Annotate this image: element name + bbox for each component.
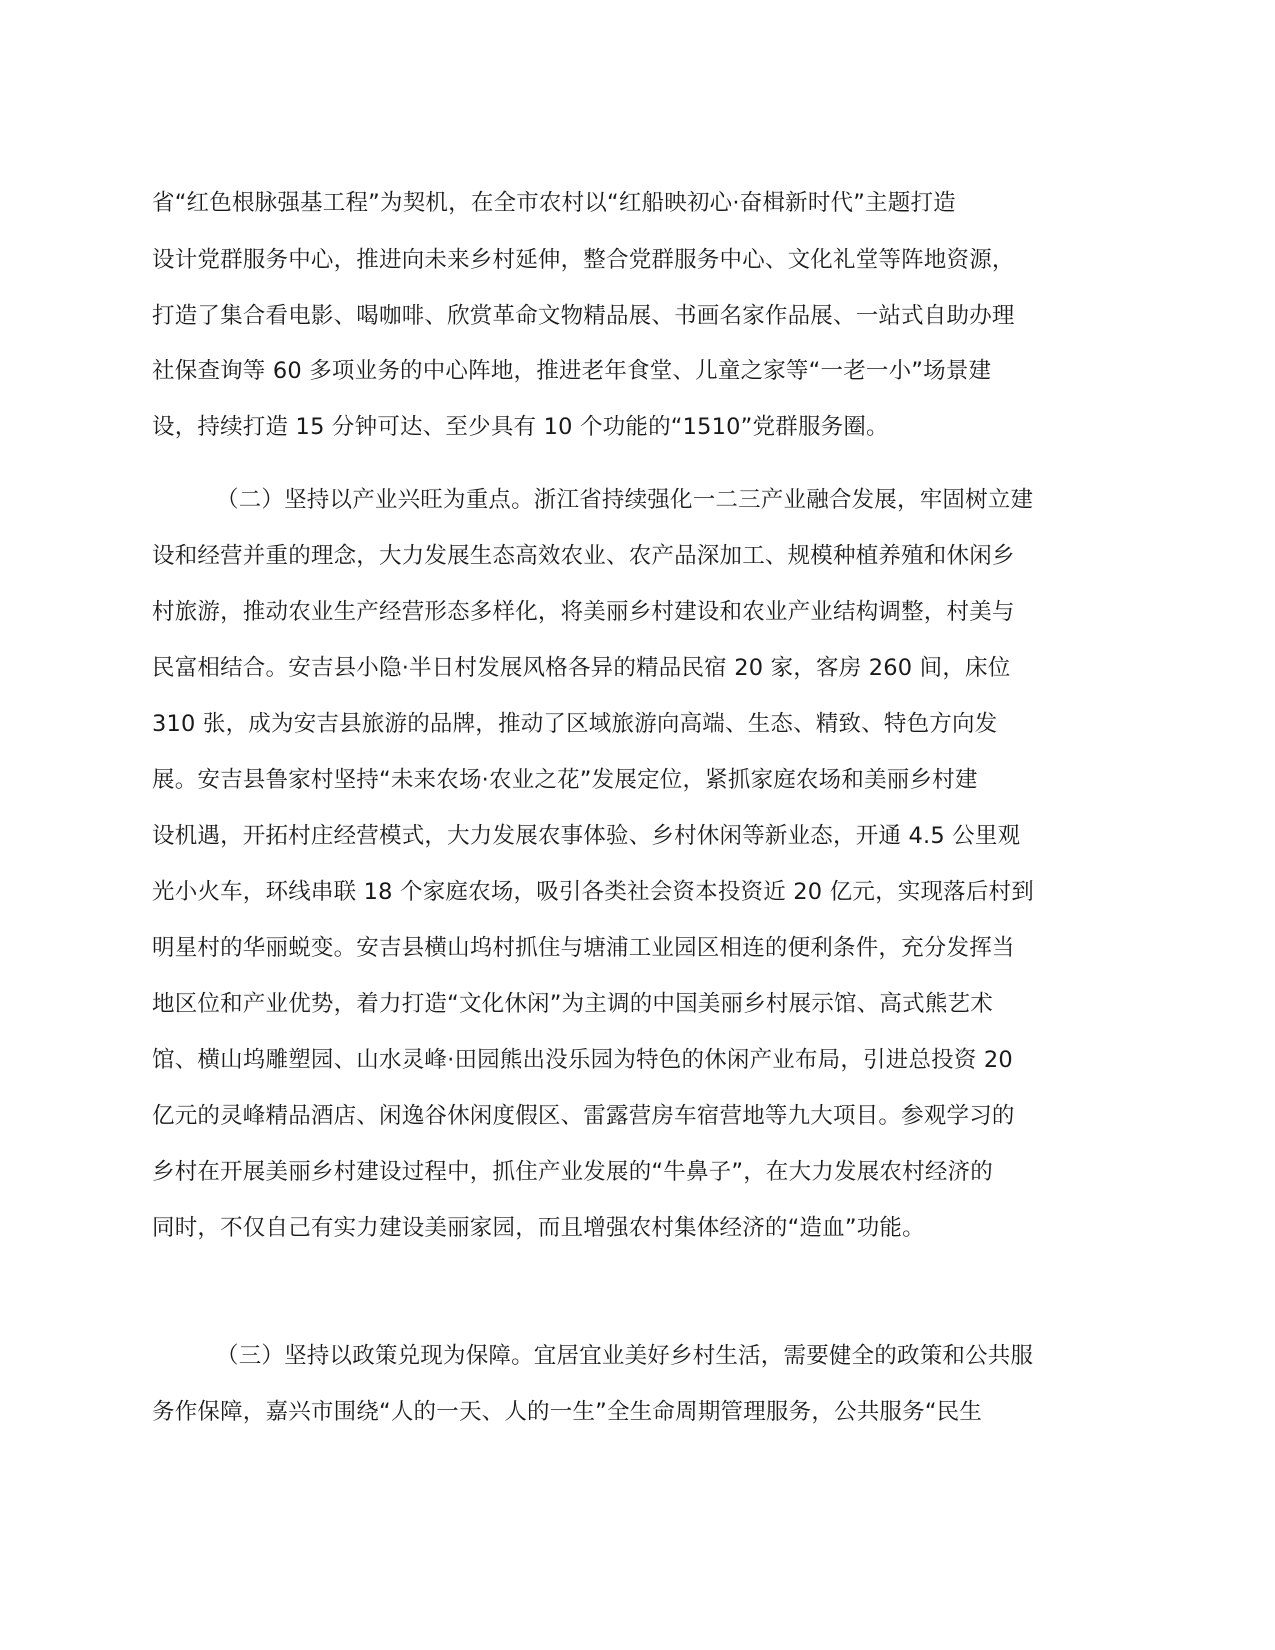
text-line: 设，持续打造 15 分钟可达、至少具有 10 个功能的“1510”党群服务圈。 (152, 414, 889, 440)
text-line: 同时，不仅自己有实力建设美丽家园，而且增强农村集体经济的“造血”功能。 (152, 1215, 925, 1241)
text-line: 馆、横山坞雕塑园、山水灵峰·田园熊出没乐园为特色的休闲产业布局，引进总投资 20 (152, 1047, 1013, 1073)
text-line: 展。安吉县鲁家村坚持“未来农场·农业之花”发展定位，紧抓家庭农场和美丽乡村建 (152, 767, 978, 793)
text-line: 村旅游，推动农业生产经营形态多样化，将美丽乡村建设和农业产业结构调整，村美与 (152, 599, 1015, 625)
text-line: 光小火车，环线串联 18 个家庭农场，吸引各类社会资本投资近 20 亿元，实现落后村到 (152, 879, 1034, 905)
text-line: 设和经营并重的理念，大力发展生态高效农业、农产品深加工、规模种植养殖和休闲乡 (152, 543, 1015, 569)
text-line: 社保查询等 60 多项业务的中心阵地，推进老年食堂、儿童之家等“一老一小”场景建 (152, 358, 992, 384)
text-line: 省“红色根脉强基工程”为契机，在全市农村以“红船映初心·奋楫新时代”主题打造 (152, 190, 956, 216)
text-line: 310 张，成为安吉县旅游的品牌，推动了区域旅游向高端、生态、精致、特色方向发 (152, 711, 998, 737)
text-line: 务作保障，嘉兴市围绕“人的一天、人的一生”全生命周期管理服务，公共服务“民生 (152, 1399, 983, 1425)
text-line: 明星村的华丽蜕变。安吉县横山坞村抓住与塘浦工业园区相连的便利条件，充分发挥当 (152, 935, 1015, 961)
text-line: （二）坚持以产业兴旺为重点。浙江省持续强化一二三产业融合发展，牢固树立建 (216, 487, 1034, 513)
text-line: 乡村在开展美丽乡村建设过程中，抓住产业发展的“牛鼻子”，在大力发展农村经济的 (152, 1159, 993, 1185)
text-line: （三）坚持以政策兑现为保障。宜居宜业美好乡村生活，需要健全的政策和公共服 (216, 1343, 1034, 1369)
text-line: 地区位和产业优势，着力打造“文化休闲”为主调的中国美丽乡村展示馆、高式熊艺术 (152, 991, 993, 1017)
text-line: 民富相结合。安吉县小隐·半日村发展风格各异的精品民宿 20 家，客房 260 间，床位 (152, 655, 1011, 681)
text-line: 设计党群服务中心，推进向未来乡村延伸，整合党群服务中心、文化礼堂等阵地资源， (152, 247, 1015, 273)
text-line: 打造了集合看电影、喝咖啡、欣赏革命文物精品展、书画名家作品展、一站式自助办理 (152, 303, 1015, 329)
text-line: 亿元的灵峰精品酒店、闲逸谷休闲度假区、雷露营房车宿营地等九大项目。参观学习的 (152, 1103, 1015, 1129)
text-line: 设机遇，开拓村庄经营模式，大力发展农事体验、乡村休闲等新业态，开通 4.5 公里观 (152, 823, 1021, 849)
